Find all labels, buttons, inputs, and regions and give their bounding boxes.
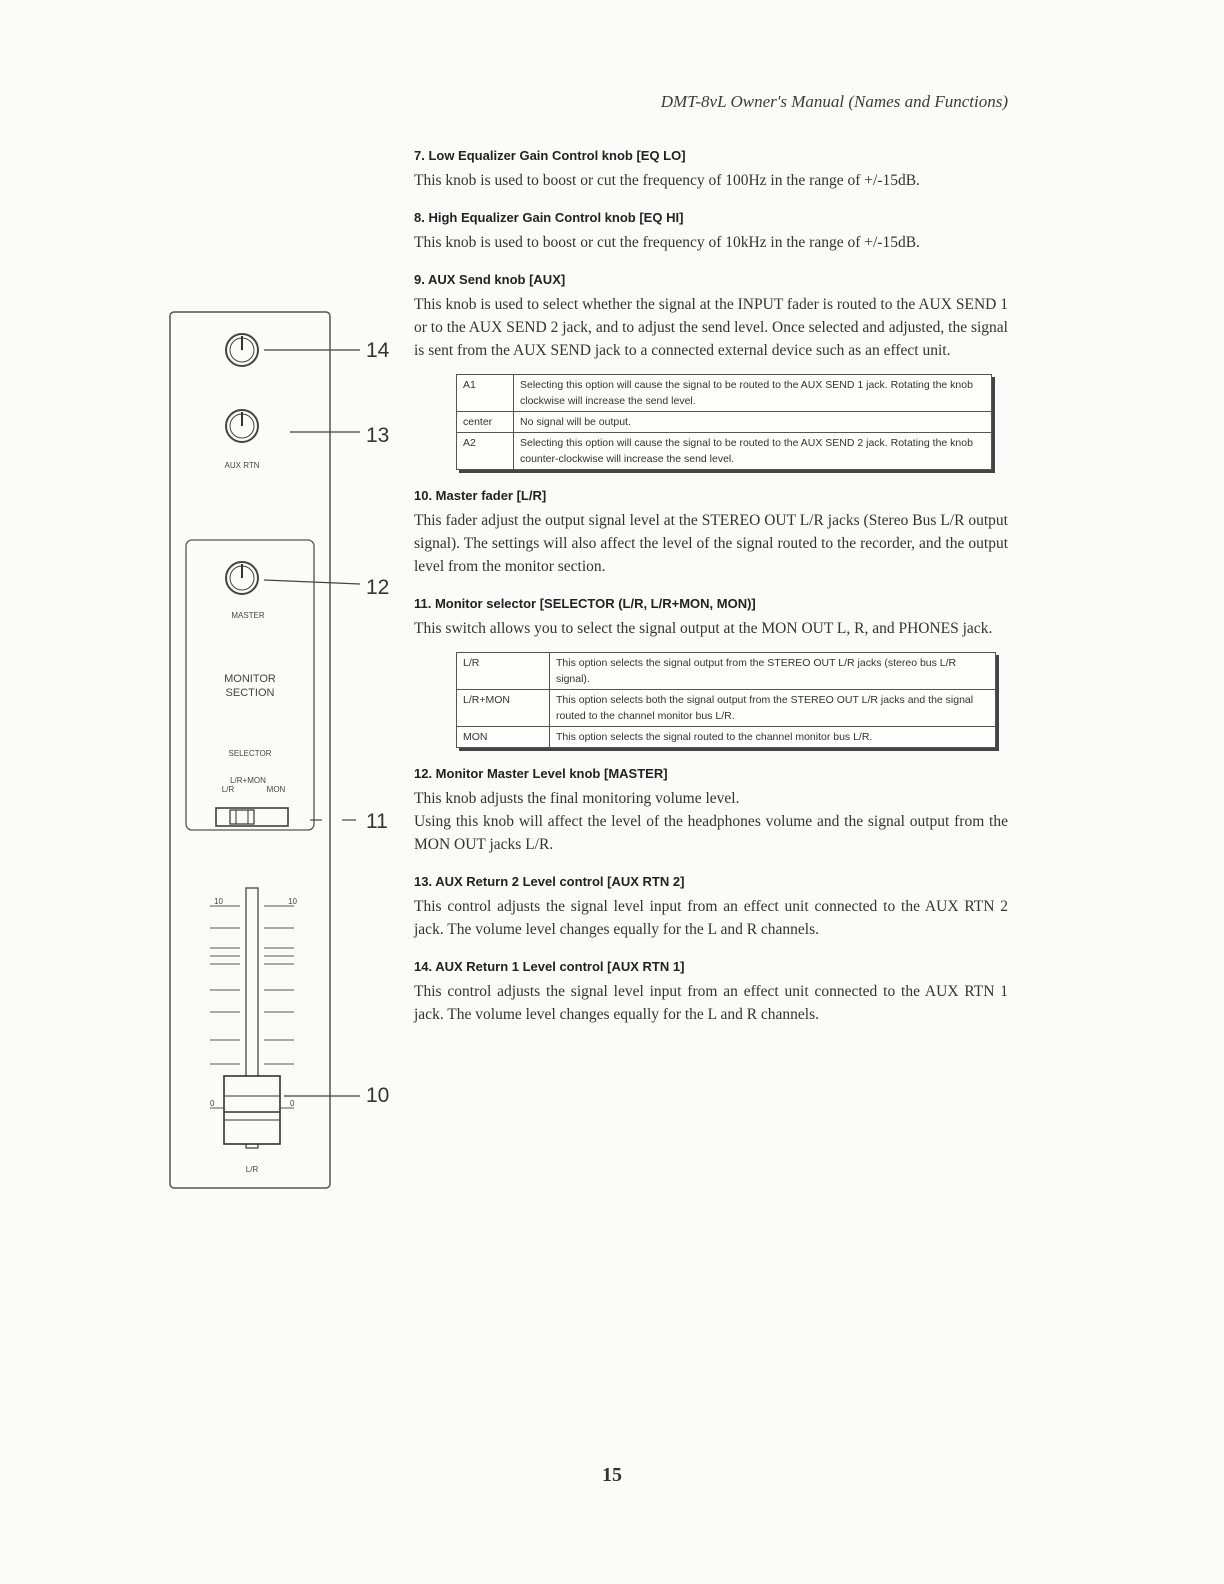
fader-label: L/R bbox=[245, 1165, 259, 1174]
section-body: This fader adjust the output signal level at the STEREO OUT L/R jacks (Stereo Bus L/R output signal). The settings will also affect the level of the signal routed to the recorder, and the output level from the monitor section. bbox=[414, 512, 1008, 575]
aux-options-table bbox=[456, 374, 992, 470]
option-desc: This option selects the signal routed to the channel monitor bus L/R. bbox=[550, 727, 996, 748]
master-fader[interactable] bbox=[210, 888, 360, 1148]
selector-opt-top: L/R+MON bbox=[230, 776, 266, 785]
table-row bbox=[457, 653, 996, 690]
option-desc: This option selects both the signal output from the STEREO OUT L/R jacks and the signal routed to the channel monitor bus L/R. bbox=[550, 690, 996, 727]
section-title: 8. High Equalizer Gain Control knob [EQ HI] bbox=[414, 210, 684, 225]
fader-scale-top-left: 10 bbox=[214, 897, 223, 906]
section-title: 11. Monitor selector [SELECTOR (L/R, L/R+MON, MON)] bbox=[414, 596, 756, 611]
monitor-section-label-1: MONITOR bbox=[224, 673, 276, 685]
section-7 bbox=[414, 148, 1008, 192]
section-9 bbox=[414, 272, 1008, 470]
section-body: This control adjusts the signal level input from an effect unit connected to the AUX RTN 2 jack. The volume level changes equally for the L and R channels. bbox=[414, 898, 1008, 938]
section-body: This knob is used to select whether the signal at the INPUT fader is routed to the AUX SEND 1 or to the AUX SEND 2 jack, and to adjust the send level. Once selected and adjusted, the signal is sent from the AUX SEND jack to a connected external device such as an effect unit. bbox=[414, 296, 1008, 359]
section-body: This knob is used to boost or cut the frequency of 100Hz in the range of +/-15dB. bbox=[414, 172, 920, 189]
section-14 bbox=[414, 959, 1008, 1026]
aux-rtn-2-knob bbox=[226, 410, 360, 442]
option-key: A2 bbox=[457, 433, 514, 470]
section-body bbox=[414, 787, 1008, 856]
section-13 bbox=[414, 874, 1008, 941]
section-title: 12. Monitor Master Level knob [MASTER] bbox=[414, 766, 668, 781]
section-8 bbox=[414, 210, 1008, 254]
paragraph: Using this knob will affect the level of the headphones volume and the signal output from the MON OUT jacks L/R. bbox=[414, 813, 1008, 853]
paragraph: This knob adjusts the final monitoring volume level. bbox=[414, 790, 740, 807]
monitor-section-label-2: SECTION bbox=[225, 687, 275, 699]
master-label: MASTER bbox=[231, 611, 265, 620]
option-key: L/R bbox=[457, 653, 550, 690]
option-key: center bbox=[457, 412, 514, 433]
section-title: 10. Master fader [L/R] bbox=[414, 488, 547, 503]
master-knob bbox=[226, 562, 360, 594]
selector-opt-right: MON bbox=[266, 785, 286, 794]
section-11 bbox=[414, 596, 1008, 748]
fader-scale-zero-right: 0 bbox=[290, 1099, 295, 1108]
callout-13: 13 bbox=[366, 424, 390, 447]
table-row bbox=[457, 727, 996, 748]
section-title: 7. Low Equalizer Gain Control knob [EQ LO] bbox=[414, 148, 686, 163]
section-body: This control adjusts the signal level input from an effect unit connected to the AUX RTN 1 jack. The volume level changes equally for the L and R channels. bbox=[414, 983, 1008, 1023]
section-body: This knob is used to boost or cut the frequency of 10kHz in the range of +/-15dB. bbox=[414, 234, 920, 251]
option-key: MON bbox=[457, 727, 550, 748]
aux-rtn-1-knob bbox=[226, 334, 360, 366]
section-title: 9. AUX Send knob [AUX] bbox=[414, 272, 566, 287]
callout-11: 11 bbox=[366, 810, 388, 833]
running-header: DMT-8vL Owner's Manual (Names and Functions) bbox=[660, 92, 1008, 111]
option-key: A1 bbox=[457, 375, 514, 412]
section-title: 13. AUX Return 2 Level control [AUX RTN 2] bbox=[414, 874, 685, 889]
section-12 bbox=[414, 766, 1008, 856]
selector-opt-left: L/R bbox=[221, 785, 235, 794]
table-row bbox=[457, 690, 996, 727]
page-number: 15 bbox=[602, 1464, 622, 1486]
option-key: L/R+MON bbox=[457, 690, 550, 727]
mixer-panel-diagram bbox=[160, 300, 410, 1200]
option-desc: Selecting this option will cause the signal to be routed to the AUX SEND 1 jack. Rotating the knob clockwise will increase the send level. bbox=[514, 375, 992, 412]
selector-options-table bbox=[456, 652, 996, 748]
option-desc: No signal will be output. bbox=[514, 412, 992, 433]
fader-scale-zero-left: 0 bbox=[210, 1099, 215, 1108]
option-desc: Selecting this option will cause the signal to be routed to the AUX SEND 2 jack. Rotating the knob counter-clockwise will increase the send level. bbox=[514, 433, 992, 470]
text-column bbox=[414, 148, 1008, 1044]
section-10 bbox=[414, 488, 1008, 578]
table-row bbox=[457, 433, 992, 470]
section-title: 14. AUX Return 1 Level control [AUX RTN 1] bbox=[414, 959, 685, 974]
fader-scale-top-right: 10 bbox=[288, 897, 297, 906]
table-row bbox=[457, 412, 992, 433]
aux-rtn-label: AUX RTN bbox=[224, 461, 260, 470]
callout-14: 14 bbox=[366, 339, 390, 362]
option-desc: This option selects the signal output from the STEREO OUT L/R jacks (stereo bus L/R signal). bbox=[550, 653, 996, 690]
table-row bbox=[457, 375, 992, 412]
monitor-section-box bbox=[186, 540, 314, 830]
selector-label: SELECTOR bbox=[228, 749, 272, 758]
monitor-selector-switch[interactable] bbox=[216, 808, 356, 826]
section-body: This switch allows you to select the signal output at the MON OUT L, R, and PHONES jack. bbox=[414, 620, 993, 637]
callout-10: 10 bbox=[366, 1084, 390, 1107]
callout-12: 12 bbox=[366, 576, 390, 599]
